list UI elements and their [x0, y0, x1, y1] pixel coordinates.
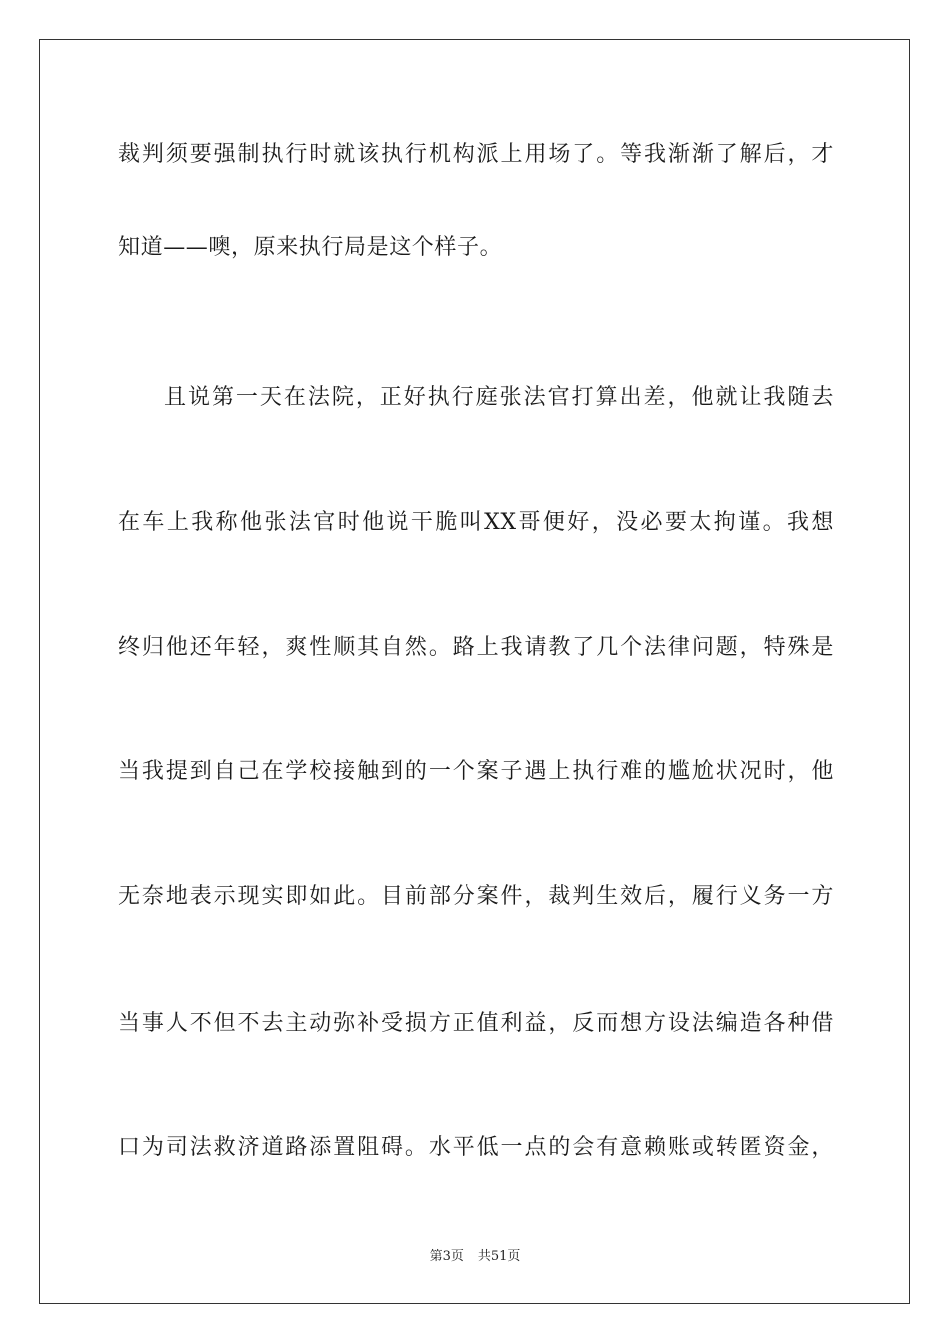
page-footer	[0, 1248, 950, 1266]
text-line-1: 裁判须要强制执行时就该执行机构派上用场了。等我渐渐了解后，才	[118, 142, 834, 167]
text-line-7: 无奈地表示现实即如此。目前部分案件，裁判生效后，履行义务一方	[118, 884, 834, 909]
text-line-4: 在车上我称他张法官时他说干脆叫XX哥便好，没必要太拘谨。我想	[118, 510, 834, 535]
text-line-5: 终归他还年轻，爽性顺其自然。路上我请教了几个法律问题，特殊是	[118, 635, 834, 660]
text-line-9: 口为司法救济道路添置阻碍。水平低一点的会有意赖账或转匿资金，	[118, 1135, 834, 1160]
text-line-2: 知道——噢，原来执行局是这个样子。	[118, 235, 503, 260]
page-border	[39, 39, 910, 1304]
page-total: 共51页	[477, 1249, 521, 1264]
page-number: 第3页	[429, 1249, 464, 1264]
text-line-6: 当我提到自己在学校接触到的一个案子遇上执行难的尴尬状况时，他	[118, 759, 834, 784]
text-line-8: 当事人不但不去主动弥补受损方正值利益，反而想方设法编造各种借	[118, 1011, 834, 1036]
paragraph-start-line: 且说第一天在法院，正好执行庭张法官打算出差，他就让我随去	[164, 385, 834, 410]
